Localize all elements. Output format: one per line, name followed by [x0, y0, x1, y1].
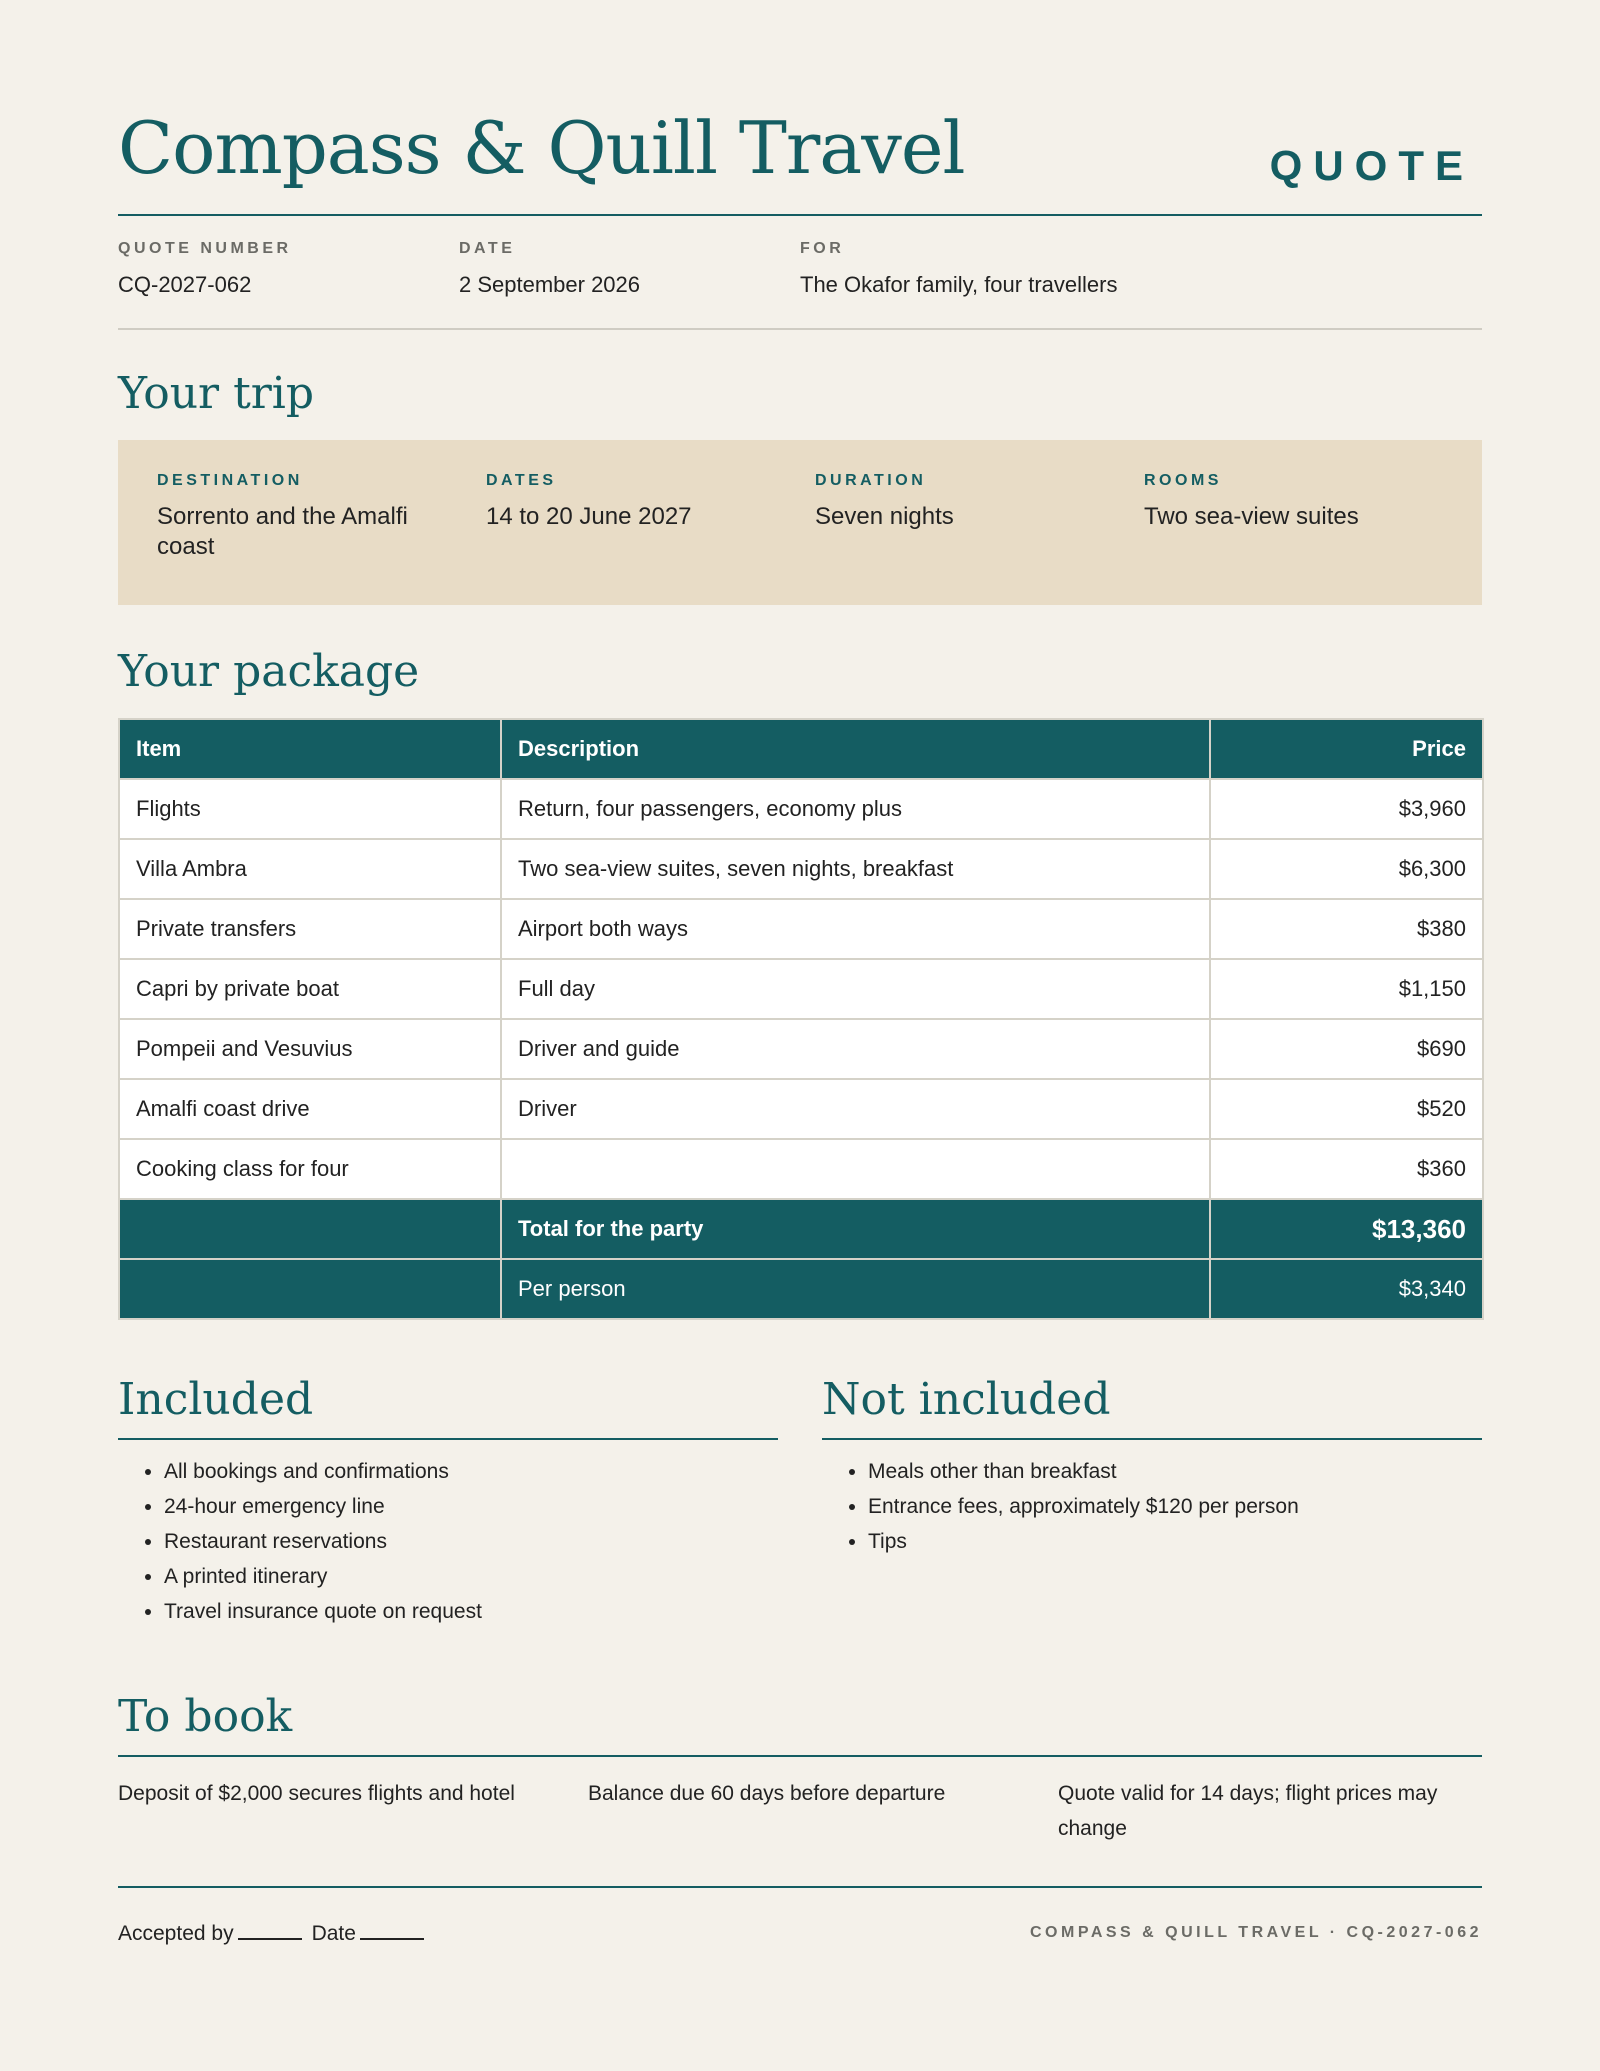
not-included-title: Not included	[822, 1378, 1482, 1440]
quote-footer	[118, 1886, 1482, 1948]
package-row	[119, 1139, 1483, 1199]
duration-value: Seven nights	[815, 503, 954, 530]
package-item-cell: Amalfi coast drive	[119, 1079, 501, 1139]
dates-label: DATES	[486, 472, 557, 489]
package-row	[119, 779, 1483, 839]
package-price-cell: $690	[1210, 1019, 1483, 1079]
booking-section-title: To book	[118, 1695, 1482, 1757]
per-person-label: Per person	[501, 1259, 1210, 1319]
not-included-list	[822, 1454, 1482, 1559]
package-row	[119, 959, 1483, 1019]
package-item-cell: Private transfers	[119, 899, 501, 959]
accepted-by-blank[interactable]	[238, 1920, 302, 1940]
accept-date-label: Date	[311, 1922, 356, 1945]
package-description-cell: Airport both ways	[501, 899, 1210, 959]
accept-date-blank[interactable]	[360, 1920, 424, 1940]
footer-reference: COMPASS & QUILL TRAVEL · CQ-2027-062	[1030, 1924, 1482, 1941]
not-included-item: • Entrance fees, approximately $120 per person	[868, 1489, 1482, 1524]
included-item: • Restaurant reservations	[164, 1524, 778, 1559]
package-price-cell: $1,150	[1210, 959, 1483, 1019]
dates-value: 14 to 20 June 2027	[486, 503, 692, 530]
package-price-cell: $520	[1210, 1079, 1483, 1139]
deposit-term: Deposit of $2,000 secures flights and hotel	[118, 1782, 515, 1805]
package-row	[119, 1079, 1483, 1139]
package-item-cell: Pompeii and Vesuvius	[119, 1019, 501, 1079]
quote-number-block	[118, 240, 292, 298]
quote-for-label: FOR	[800, 240, 845, 257]
package-price-cell: $360	[1210, 1139, 1483, 1199]
package-item-cell: Flights	[119, 779, 501, 839]
balance-term: Balance due 60 days before departure	[588, 1782, 946, 1805]
package-description-cell: Driver	[501, 1079, 1210, 1139]
accepted-by-label: Accepted by	[118, 1922, 234, 1945]
rooms-label: ROOMS	[1144, 472, 1222, 489]
included-list	[118, 1454, 778, 1629]
validity-term: Quote valid for 14 days; flight prices may change	[1058, 1782, 1438, 1840]
brand-name: Compass & Quill Travel	[118, 106, 965, 190]
price-column-header: Price	[1210, 719, 1483, 779]
package-description-cell	[501, 1139, 1210, 1199]
rooms-value: Two sea-view suites	[1144, 503, 1359, 530]
included-title: Included	[118, 1378, 778, 1440]
not-included-item: • Meals other than breakfast	[868, 1454, 1482, 1489]
acceptance-line	[118, 1920, 434, 1946]
included-item: • A printed itinerary	[164, 1559, 778, 1594]
trip-destination	[157, 472, 447, 562]
package-description-cell: Return, four passengers, economy plus	[501, 779, 1210, 839]
package-item-cell: Cooking class for four	[119, 1139, 501, 1199]
package-row	[119, 1019, 1483, 1079]
package-item-cell: Capri by private boat	[119, 959, 501, 1019]
destination-value: Sorrento and the Amalfi coast	[157, 503, 408, 560]
package-price-cell: $380	[1210, 899, 1483, 959]
package-price-cell: $3,960	[1210, 779, 1483, 839]
package-price-cell: $6,300	[1210, 839, 1483, 899]
package-item-cell: Villa Ambra	[119, 839, 501, 899]
package-section-title: Your package	[118, 646, 420, 697]
trip-rooms	[1144, 472, 1434, 532]
quote-meta	[118, 216, 1482, 330]
quote-for-block	[800, 240, 1117, 298]
item-column-header: Item	[119, 719, 501, 779]
total-row-spacer	[119, 1199, 501, 1259]
trip-summary-box	[118, 440, 1482, 605]
quote-header	[118, 0, 1482, 216]
quote-number-value: CQ-2027-062	[118, 272, 252, 297]
description-column-header: Description	[501, 719, 1210, 779]
package-table-header	[119, 719, 1483, 779]
included-item: • 24-hour emergency line	[164, 1489, 778, 1524]
included-item: • Travel insurance quote on request	[164, 1594, 778, 1629]
package-description-cell: Driver and guide	[501, 1019, 1210, 1079]
quote-date-block	[459, 240, 640, 298]
package-description-cell: Full day	[501, 959, 1210, 1019]
quote-date-label: DATE	[459, 240, 516, 257]
included-item: • All bookings and confirmations	[164, 1454, 778, 1489]
trip-duration	[815, 472, 1105, 532]
destination-label: DESTINATION	[157, 472, 303, 489]
total-row	[119, 1199, 1483, 1259]
trip-section-title: Your trip	[118, 368, 315, 419]
trip-dates	[486, 472, 776, 532]
not-included-item: • Tips	[868, 1524, 1482, 1559]
per-person-row-spacer	[119, 1259, 501, 1319]
quote-content	[118, 0, 1482, 1945]
not-included-section	[822, 1374, 1482, 1559]
package-table	[118, 718, 1484, 1320]
package-description-cell: Two sea-view suites, seven nights, breakfast	[501, 839, 1210, 899]
included-section	[118, 1374, 778, 1629]
package-row	[119, 899, 1483, 959]
duration-label: DURATION	[815, 472, 927, 489]
total-label: Total for the party	[501, 1199, 1210, 1259]
per-person-value: $3,340	[1210, 1259, 1483, 1319]
quote-for-value: The Okafor family, four travellers	[800, 272, 1118, 297]
package-row	[119, 839, 1483, 899]
per-person-row	[119, 1259, 1483, 1319]
quote-date-value: 2 September 2026	[459, 272, 641, 297]
total-value: $13,360	[1210, 1199, 1483, 1259]
quote-number-label: QUOTE NUMBER	[118, 240, 292, 257]
document-type: QUOTE	[1269, 142, 1474, 189]
